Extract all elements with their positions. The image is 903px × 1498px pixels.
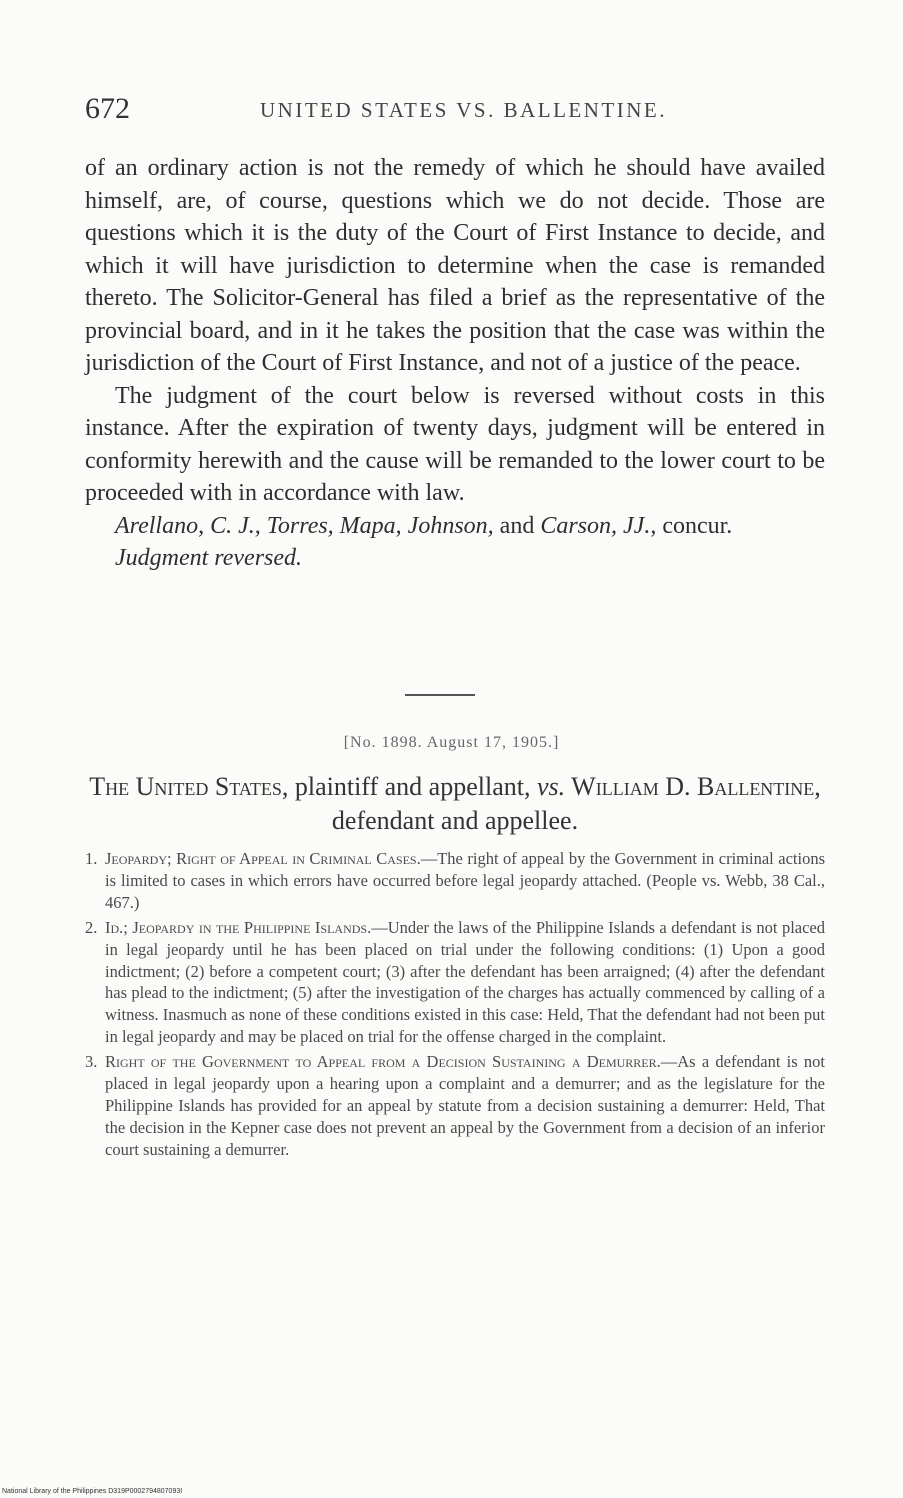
syllabus-text: —Under the laws of the Philippine Islands a defendant is not placed in legal jeopardy until he has been placed on trial under the following conditions: (1) Upon a good indictment; (2) before a competent court; (3) after the defendant has been arraigned; (4) after the defendant has plead to the indictment; (5) after the investigation of the charges has actually commenced by calling of a witness. Inasmuch as none of these conditions existed in this case: Held, That the defendant had not been put in legal jeopardy and may be placed on trial for the offense charged in the complaint. xyxy=(105,917,825,1047)
plaintiff-name: The United States xyxy=(89,772,282,801)
defendant-role: , defendant and appellee. xyxy=(331,772,821,835)
plaintiff-role: , plaintiff and appellant, xyxy=(281,772,537,801)
defendant-name: William D. Ballentine xyxy=(565,772,815,801)
syllabus-heading: Id.; Jeopardy in the Philippine Islands. xyxy=(105,917,372,937)
syllabus xyxy=(85,848,825,1164)
concurrence-line xyxy=(85,510,825,543)
justices-names: Arellano, C. J., Torres, Mapa, Johnson, xyxy=(115,512,494,539)
syllabus-text: —As a defendant is not placed in legal jeopardy upon a hearing upon a complaint and a demurrer; and as the legislature for the Philippine Islands has provided for an appeal by statute from a decision sustaining a demurrer: Held, That the decision in the Kepner case does not prevent an appeal by the Government from a decision of an inferior court sustaining a demurrer. xyxy=(105,1052,825,1159)
opinion-paragraph: of an ordinary action is not the remedy of which he should have availed himself, are, of course, questions which we do not decide. Those are questions which it is the duty of the Court of First Instance to decide, and which it will have jurisdiction to determine when the case is remanded thereto. The Solicitor-General has filed a brief as the representative of the provincial board, and in it he takes the position that the case was within the jurisdiction of the Court of First Instance, and not of a justice of the peace. xyxy=(85,155,825,376)
syllabus-number: 2. xyxy=(85,917,98,937)
page-number: 672 xyxy=(85,92,130,125)
section-divider xyxy=(405,694,475,696)
concur-word: concur. xyxy=(656,512,733,539)
running-title: UNITED STATES VS. BALLENTINE. xyxy=(260,98,667,122)
versus: vs. xyxy=(536,772,566,801)
running-header xyxy=(85,92,825,132)
syllabus-number: 3. xyxy=(85,1052,98,1072)
syllabus-heading: Right of the Government to Appeal from a Decision Sustaining a Demurrer. xyxy=(105,1052,661,1072)
syllabus-item xyxy=(85,848,825,914)
justice-last-name: Carson, JJ., xyxy=(540,512,657,539)
scan-footer: National Library of the Philippines D319P0002794807093I xyxy=(2,1488,183,1495)
docket-line: [No. 1898. August 17, 1905.] xyxy=(343,734,560,751)
syllabus-heading: Jeopardy; Right of Appeal in Criminal Cases. xyxy=(105,849,421,868)
disposition: Judgment reversed. xyxy=(115,545,303,571)
syllabus-item xyxy=(85,917,825,1048)
concur-and: and xyxy=(493,512,541,539)
case-title xyxy=(85,770,825,838)
syllabus-text: —The right of appeal by the Government in criminal actions is limited to cases in which errors have occurred before legal jeopardy attached. (People vs. Webb, 38 Cal., 467.) xyxy=(105,849,825,912)
syllabus-number: 1. xyxy=(85,849,98,868)
opinion-paragraph: The judgment of the court below is reversed without costs in this instance. After the expiration of twenty days, judgment will be entered in conformity herewith and the cause will be remanded to the lower court to be proceeded with in accordance with law. xyxy=(85,382,825,506)
syllabus-item xyxy=(85,1051,825,1161)
opinion-text xyxy=(85,152,825,575)
